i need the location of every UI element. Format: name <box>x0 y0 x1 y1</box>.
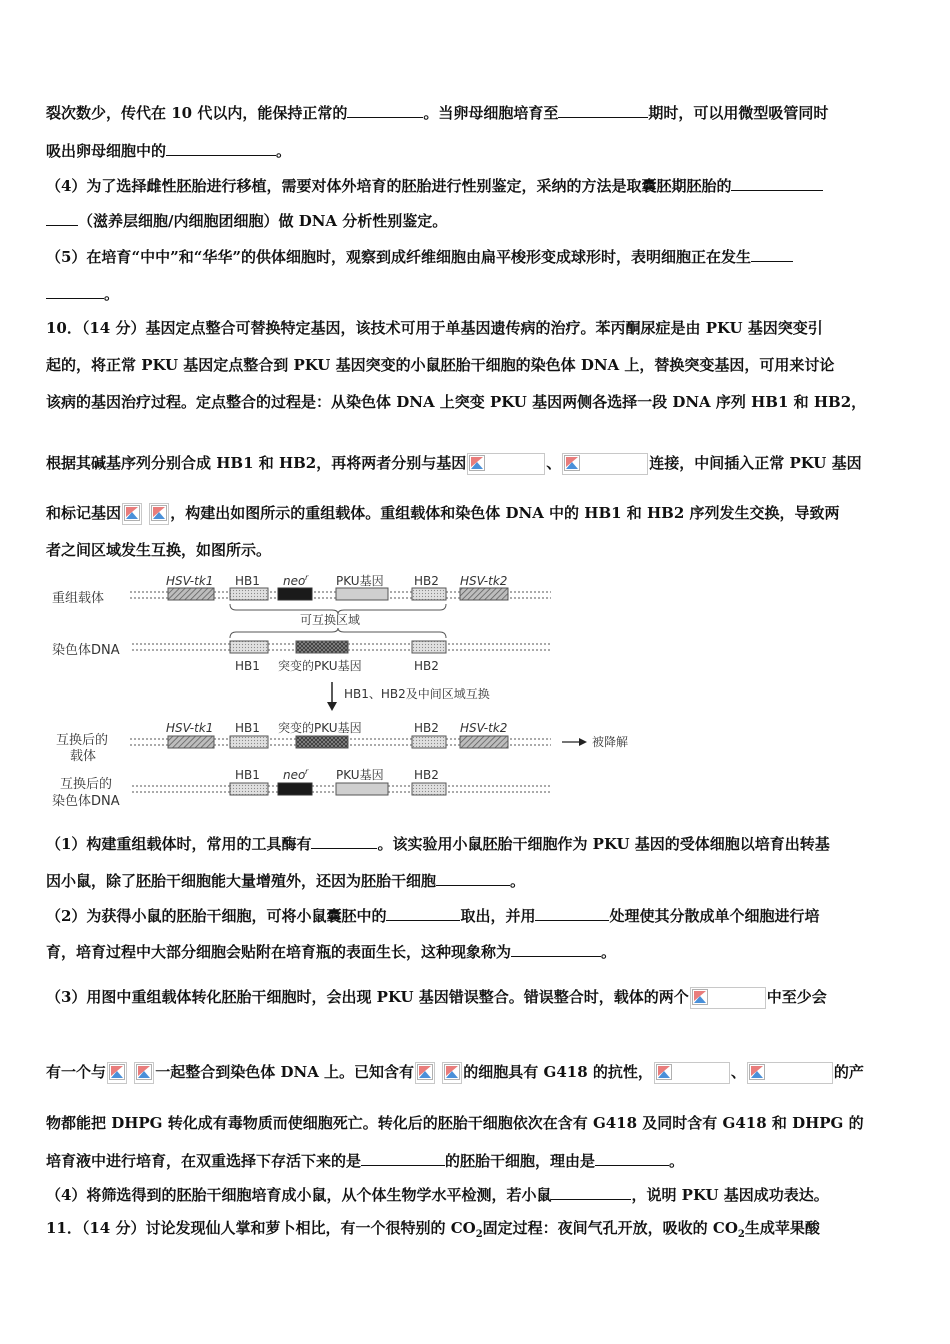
answer-blank <box>166 140 276 156</box>
text-line-21 <box>46 1184 829 1205</box>
line-text: 取出，并用 <box>460 907 536 925</box>
line-text: 的产 <box>833 1063 864 1081</box>
text-line-17 <box>46 987 827 1009</box>
line-text: 育，培育过程中大部分细胞会贴附在培育瓶的表面生长，这种现象称为 <box>46 943 512 961</box>
answer-blank <box>511 941 601 957</box>
line-text: 生成苹果酸 <box>744 1219 820 1237</box>
hsv-tk2-segment <box>460 588 508 600</box>
line-text: （4）为了选择雌性胚胎进行移植，需要对体外培育的胚胎进行性别鉴定，采纳的方法是取囊胚期胚胎的 <box>46 177 732 195</box>
text-line-10 <box>46 453 862 475</box>
broken-image-icon <box>467 453 545 475</box>
line-text: （1）构建重组载体时，常用的工具酶有 <box>46 835 312 853</box>
line-text: （4）将筛选得到的胚胎干细胞培育成小鼠，从个体生物学水平检测，若小鼠 <box>46 1186 552 1204</box>
pku-segment <box>336 588 388 600</box>
line-text: 吸出卵母细胞中的 <box>46 142 167 160</box>
text-line-9 <box>46 392 866 412</box>
broken-image-icon <box>134 1062 154 1084</box>
answer-blank <box>311 833 377 849</box>
broken-image-icon <box>690 987 766 1009</box>
line-text: 处理使其分散成单个细胞进行培 <box>609 907 820 925</box>
label-hb2: HB2 <box>414 574 439 588</box>
text-line-20 <box>46 1150 684 1171</box>
broken-image-icon <box>122 503 142 525</box>
line-text: ，说明 PKU 基因成功表达。 <box>631 1186 829 1204</box>
text-line-12 <box>46 540 271 560</box>
line-text: 一起整合到染色体 DNA 上。已知含有 <box>155 1063 415 1081</box>
text-line-13 <box>46 833 830 854</box>
line-text: 、 <box>546 454 562 472</box>
hb1-segment <box>230 641 268 653</box>
line-text: 、 <box>730 1063 746 1081</box>
hb1-segment <box>230 588 268 600</box>
text-line-8 <box>46 355 834 375</box>
line-text: 裂次数少，传代在 10 代以内，能保持正常的 <box>46 104 348 122</box>
text-line-15 <box>46 905 819 926</box>
answer-blank <box>361 1150 445 1166</box>
label-hb1: HB1 <box>235 574 260 588</box>
hb2-segment <box>412 588 446 600</box>
text-line-11 <box>46 503 840 525</box>
label-neo-sup: r <box>305 767 309 776</box>
line-text: 。 <box>601 943 617 961</box>
row-label-post-chromosome-2: 染色体DNA <box>52 794 120 809</box>
broken-image-icon <box>747 1062 833 1084</box>
subscript-2: 2 <box>475 1229 483 1240</box>
line-text: 的胚胎干细胞，理由是 <box>445 1152 596 1170</box>
line-text: （2）为获得小鼠的胚胎干细胞，可将小鼠囊胚中的 <box>46 907 387 925</box>
line-text: 。 <box>104 285 120 303</box>
exchange-region-label: 可互换区域 <box>300 613 361 627</box>
line-text: 。 <box>276 142 292 160</box>
label-neo: neo <box>283 768 306 782</box>
line-text: 物都能把 DHPG 转化成有毒物质而使细胞死亡。转化后的胚胎干细胞依次在含有 G418 及同时含有 G418 和 DHPG 的 <box>46 1114 864 1132</box>
text-line-14 <box>46 870 525 891</box>
line-text: 和标记基因 <box>46 504 122 522</box>
text-line-2 <box>46 140 291 161</box>
answer-blank <box>46 283 104 299</box>
hb2-segment <box>412 641 446 653</box>
line-text: ，构建出如图所示的重组载体。重组载体和染色体 DNA 中的 HB1 和 HB2 序列发生交换，导致两 <box>170 504 840 522</box>
line-text: 因小鼠，除了胚胎干细胞能大量增殖外，还因为胚胎干细胞 <box>46 872 437 890</box>
text-line-6 <box>46 283 119 304</box>
row-label-chromosome: 染色体DNA <box>52 643 120 658</box>
text-line-18 <box>46 1062 864 1084</box>
answer-blank <box>551 1184 631 1200</box>
line-text: 。 <box>669 1152 685 1170</box>
label-mutant-pku: 突变的PKU基因 <box>278 659 362 673</box>
line-text: 连接，中间插入正常 PKU 基因 <box>649 454 862 472</box>
label-neo-sup: r <box>305 574 309 582</box>
row-label-post-vector-2: 载体 <box>70 749 97 764</box>
text-line-7 <box>46 318 823 338</box>
label-hb2: HB2 <box>414 768 439 782</box>
answer-blank <box>386 905 460 921</box>
text-line-22 <box>46 1218 820 1245</box>
line-text: 期时，可以用微型吸管同时 <box>648 104 829 122</box>
mutant-pku-segment <box>296 641 348 653</box>
line-text: 培育液中进行培育，在双重选择下存活下来的是 <box>46 1152 362 1170</box>
answer-blank <box>751 246 793 262</box>
answer-blank <box>535 905 609 921</box>
label-mutant-pku: 突变的PKU基因 <box>278 721 362 735</box>
label-hb1: HB1 <box>235 721 260 735</box>
label-hsv-tk1: HSV-tk1 <box>166 574 214 588</box>
label-hsv-tk1: HSV-tk1 <box>166 721 214 735</box>
answer-blank <box>46 210 78 226</box>
subscript-2: 2 <box>737 1229 745 1240</box>
row-label-post-vector-1: 互换后的 <box>56 733 109 748</box>
label-hsv-tk2: HSV-tk2 <box>460 721 508 735</box>
line-text: 。 <box>510 872 526 890</box>
line-text: （3）用图中重组载体转化胚胎干细胞时，会出现 PKU 基因错误整合。错误整合时，载体的两个 <box>46 988 689 1006</box>
exchange-note: HB1、HB2及中间区域互换 <box>344 687 490 701</box>
text-line-16 <box>46 941 616 962</box>
line-text: 该病的基因治疗过程。定点整合的过程是：从染色体 DNA 上突变 PKU 基因两侧各选择一段 DNA 序列 HB1 和 HB2， <box>46 393 867 411</box>
row-label-post-chromosome-1: 互换后的 <box>60 777 113 792</box>
line-text: 中至少会 <box>766 988 827 1006</box>
text-line-1 <box>46 102 828 123</box>
broken-image-icon <box>442 1062 462 1084</box>
broken-image-icon <box>654 1062 730 1084</box>
line-text: 。当卵母细胞培育至 <box>423 104 559 122</box>
line-text: 的细胞具有 G418 的抗性， <box>463 1063 653 1081</box>
neo-segment <box>278 588 312 600</box>
line-text: 10．（14 分）基因定点整合可替换特定基因，该技术可用于单基因遗传病的治疗。苯丙酮尿症是由 PKU 基因突变引 <box>46 319 823 337</box>
row-label-vector: 重组载体 <box>52 591 105 606</box>
answer-blank <box>595 1150 669 1166</box>
label-neo: neo <box>283 574 306 588</box>
label-hsv-tk2: HSV-tk2 <box>460 574 508 588</box>
label-pku: PKU基因 <box>336 768 384 782</box>
answer-blank <box>731 175 823 191</box>
label-hb2: HB2 <box>414 659 439 673</box>
line-text: （滋养层细胞/内细胞团细胞）做 DNA 分析性别鉴定。 <box>78 212 448 230</box>
answer-blank <box>436 870 510 886</box>
broken-image-icon <box>149 503 169 525</box>
right-arrow-icon <box>579 738 587 746</box>
label-hb1: HB1 <box>235 768 260 782</box>
degraded-label: 被降解 <box>592 735 629 749</box>
line-text: 有一个与 <box>46 1063 107 1081</box>
answer-blank <box>558 102 648 118</box>
text-line-3 <box>46 175 823 196</box>
recombination-diagram <box>46 574 646 818</box>
line-text: 根据其碱基序列分别合成 HB1 和 HB2，再将两者分别与基因 <box>46 454 467 472</box>
line-text: 11．（14 分）讨论发现仙人掌和萝卜相比，有一个很特别的 CO <box>46 1219 476 1237</box>
text-line-19 <box>46 1113 864 1133</box>
label-hb1: HB1 <box>235 659 260 673</box>
hsv-tk1-segment <box>168 588 214 600</box>
line-text: （5）在培育“中中”和“华华”的供体细胞时，观察到成纤维细胞由扁平梭形变成球形时，表明细胞正在发生 <box>46 248 751 266</box>
broken-image-icon <box>562 453 648 475</box>
answer-blank <box>347 102 423 118</box>
line-text: 起的，将正常 PKU 基因定点整合到 PKU 基因突变的小鼠胚胎干细胞的染色体 DNA 上，替换突变基因，可用来讨论 <box>46 356 835 374</box>
broken-image-icon <box>107 1062 127 1084</box>
line-text: 。该实验用小鼠胚胎干细胞作为 PKU 基因的受体细胞以培育出转基 <box>377 835 830 853</box>
line-text: 固定过程：夜间气孔开放，吸收的 CO <box>482 1219 738 1237</box>
broken-image-icon <box>415 1062 435 1084</box>
label-pku: PKU基因 <box>336 574 384 588</box>
label-hb2: HB2 <box>414 721 439 735</box>
line-text: 者之间区域发生互换，如图所示。 <box>46 541 272 559</box>
text-line-5 <box>46 246 793 267</box>
text-line-4 <box>46 210 447 231</box>
